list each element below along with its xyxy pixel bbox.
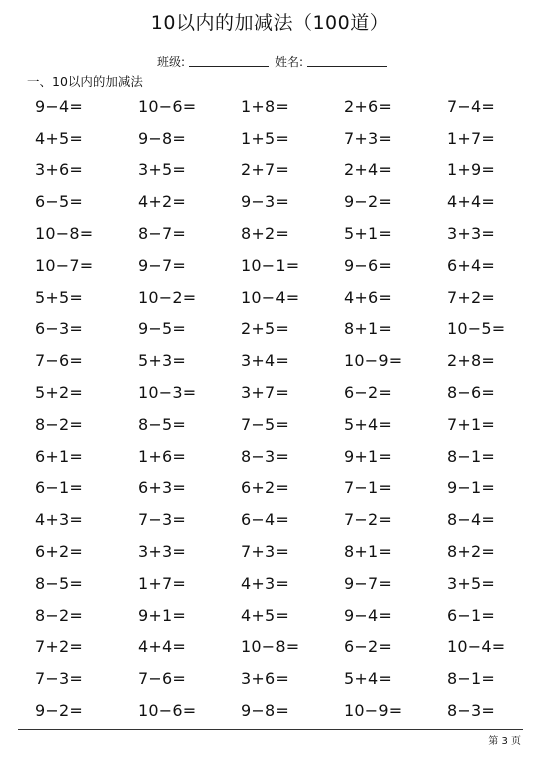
math-problem: 4+4= <box>447 192 495 212</box>
math-problem: 6+3= <box>138 478 186 498</box>
math-problem: 6−4= <box>241 510 289 530</box>
math-problem: 4+5= <box>241 605 289 625</box>
class-blank <box>189 66 269 67</box>
math-problem: 7−1= <box>344 478 392 498</box>
math-problem: 1+9= <box>447 160 495 180</box>
math-problem: 10−8= <box>241 637 300 657</box>
math-problem: 10−6= <box>138 701 197 721</box>
math-problem: 9−4= <box>35 96 83 116</box>
math-problem: 7+3= <box>344 128 392 148</box>
math-problem: 2+6= <box>344 96 392 116</box>
math-problem: 6−2= <box>344 383 392 403</box>
math-problem: 9−8= <box>241 701 289 721</box>
math-problem: 5+2= <box>35 383 83 403</box>
math-problem: 10−4= <box>241 287 300 307</box>
math-problem: 1+7= <box>447 128 495 148</box>
section-heading: 一、10以内的加减法 <box>27 74 143 89</box>
math-problem: 3+4= <box>241 351 289 371</box>
math-problem: 7+2= <box>447 287 495 307</box>
math-problem: 10−3= <box>138 383 197 403</box>
math-problem: 7−5= <box>241 414 289 434</box>
math-problem: 9−2= <box>35 701 83 721</box>
math-problem: 10−1= <box>241 255 300 275</box>
math-problem: 5+3= <box>138 351 186 371</box>
math-problem: 7−4= <box>447 96 495 116</box>
math-problem: 1+8= <box>241 96 289 116</box>
math-problem: 3+6= <box>241 669 289 689</box>
math-problem: 8−3= <box>447 701 495 721</box>
math-problem: 8−7= <box>138 224 186 244</box>
footer-divider <box>18 729 523 730</box>
math-problem: 5+4= <box>344 414 392 434</box>
math-problem: 4+3= <box>241 573 289 593</box>
math-problem: 8−2= <box>35 605 83 625</box>
math-problem: 7−3= <box>35 669 83 689</box>
math-problem: 1+5= <box>241 128 289 148</box>
math-problem: 7−6= <box>35 351 83 371</box>
page-title: 10以内的加减法（100道） <box>150 12 390 34</box>
math-problem: 9−6= <box>344 255 392 275</box>
math-problem: 3+7= <box>241 383 289 403</box>
math-problem: 6−5= <box>35 192 83 212</box>
name-blank <box>307 66 387 67</box>
math-problem: 4+5= <box>35 128 83 148</box>
math-problem: 4+3= <box>35 510 83 530</box>
math-problem: 4+4= <box>138 637 186 657</box>
math-problem: 10−2= <box>138 287 197 307</box>
math-problem: 10−8= <box>35 224 94 244</box>
math-problem: 2+5= <box>241 319 289 339</box>
math-problem: 10−7= <box>35 255 94 275</box>
math-problem: 7+2= <box>35 637 83 657</box>
math-problem: 7+3= <box>241 542 289 562</box>
math-problem: 1+6= <box>138 446 186 466</box>
math-problem: 9−4= <box>344 605 392 625</box>
math-problem: 8−3= <box>241 446 289 466</box>
problem-grid <box>35 91 515 727</box>
math-problem: 2+4= <box>344 160 392 180</box>
math-problem: 9+1= <box>138 605 186 625</box>
math-problem: 10−6= <box>138 96 197 116</box>
math-problem: 9−8= <box>138 128 186 148</box>
math-problem: 6−1= <box>447 605 495 625</box>
math-problem: 4+6= <box>344 287 392 307</box>
math-problem: 9−5= <box>138 319 186 339</box>
math-problem: 8−1= <box>447 446 495 466</box>
math-problem: 6−2= <box>344 637 392 657</box>
math-problem: 7−2= <box>344 510 392 530</box>
math-problem: 8−5= <box>138 414 186 434</box>
math-problem: 5+1= <box>344 224 392 244</box>
math-problem: 6+2= <box>35 542 83 562</box>
math-problem: 6+4= <box>447 255 495 275</box>
math-problem: 3+3= <box>138 542 186 562</box>
math-problem: 6−1= <box>35 478 83 498</box>
math-problem: 2+7= <box>241 160 289 180</box>
math-problem: 8+1= <box>344 542 392 562</box>
math-problem: 8+2= <box>241 224 289 244</box>
math-problem: 9−7= <box>344 573 392 593</box>
name-label: 姓名: <box>275 55 304 69</box>
math-problem: 8−6= <box>447 383 495 403</box>
math-problem: 9−7= <box>138 255 186 275</box>
math-problem: 6+1= <box>35 446 83 466</box>
math-problem: 10−9= <box>344 701 403 721</box>
math-problem: 7−3= <box>138 510 186 530</box>
student-info-line <box>157 51 393 69</box>
math-problem: 10−9= <box>344 351 403 371</box>
math-problem: 10−5= <box>447 319 506 339</box>
math-problem: 5+5= <box>35 287 83 307</box>
math-problem: 6−3= <box>35 319 83 339</box>
math-problem: 9−1= <box>447 478 495 498</box>
class-label: 班级: <box>157 55 186 69</box>
math-problem: 9−3= <box>241 192 289 212</box>
math-problem: 8+1= <box>344 319 392 339</box>
math-problem: 3+6= <box>35 160 83 180</box>
math-problem: 9−2= <box>344 192 392 212</box>
math-problem: 8+2= <box>447 542 495 562</box>
math-problem: 2+8= <box>447 351 495 371</box>
math-problem: 8−1= <box>447 669 495 689</box>
math-problem: 4+2= <box>138 192 186 212</box>
math-problem: 1+7= <box>138 573 186 593</box>
math-problem: 8−4= <box>447 510 495 530</box>
page-number: 第 3 页 <box>488 736 521 747</box>
math-problem: 8−2= <box>35 414 83 434</box>
math-problem: 9+1= <box>344 446 392 466</box>
math-problem: 3+5= <box>447 573 495 593</box>
math-problem: 7+1= <box>447 414 495 434</box>
math-problem: 3+3= <box>447 224 495 244</box>
math-problem: 3+5= <box>138 160 186 180</box>
math-problem: 10−4= <box>447 637 506 657</box>
math-problem: 7−6= <box>138 669 186 689</box>
math-problem: 6+2= <box>241 478 289 498</box>
math-problem: 8−5= <box>35 573 83 593</box>
math-problem: 5+4= <box>344 669 392 689</box>
